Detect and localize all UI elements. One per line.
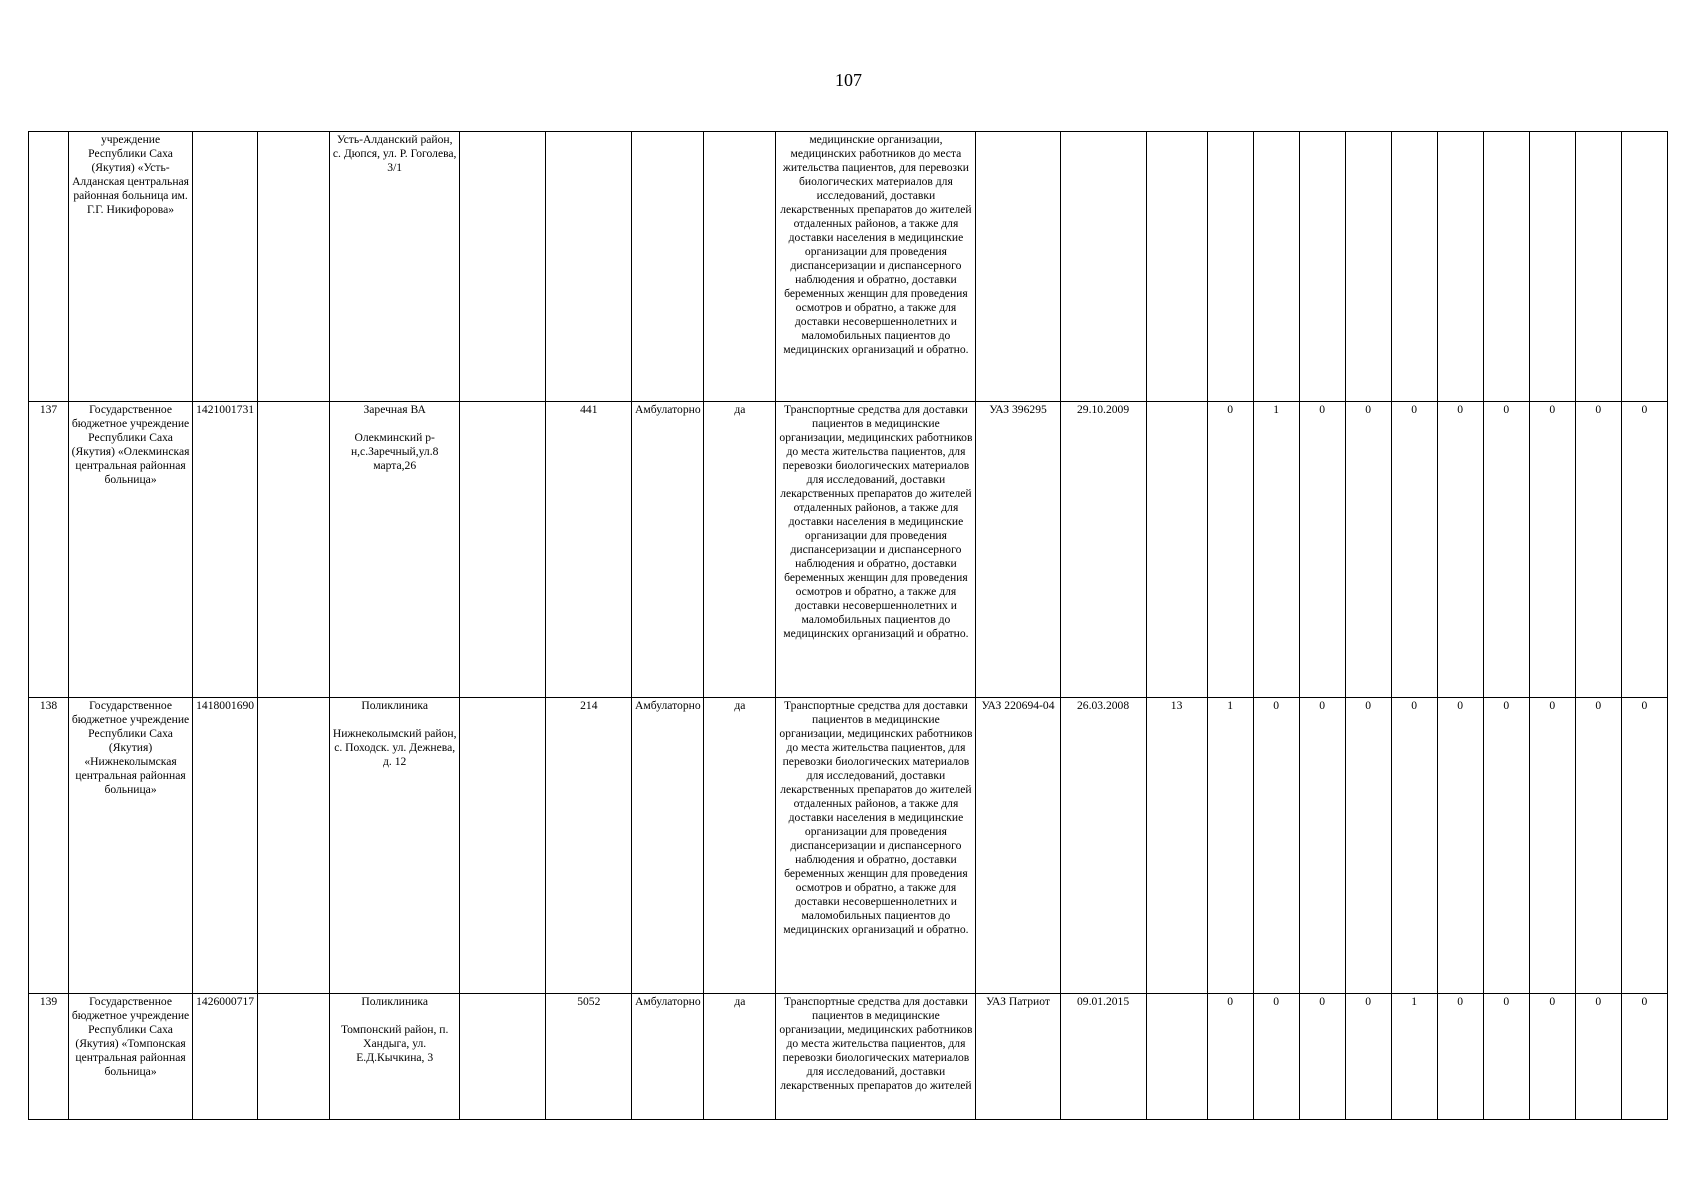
flag-cell [704,132,776,402]
value-cell: 1 [1253,402,1299,698]
value-cell [1529,132,1575,402]
empty-cell [258,402,330,698]
purpose-text: медицинские организации, медицинских работников до места жительства пациентов, для перевозки биологических материалов для исследований, доставки лекарственных препаратов до жителей отдаленных районов, а также для доставки населения в медицинские организации для проведения диспансеризации и диспансерного наблюдения и обратно, доставки беременных женщин для проведения осмотров и обратно, а также для доставки несовершеннолетних и маломобильных пациентов до медицинских организаций и обратно. [776,132,976,402]
table-row [29,132,1668,402]
value-cell: 0 [1483,994,1529,1120]
empty-cell [460,994,546,1120]
table-row [29,698,1668,994]
table-row [29,402,1668,698]
value-cell: 0 [1621,402,1667,698]
vehicle-model [976,132,1060,402]
purpose-text: Транспортные средства для доставки пациентов в медицинские организации, медицинских работников до места жительства пациентов, для перевозки биологических материалов для исследований, доставки лекарственных препаратов до жителей отдаленных районов, а также для доставки населения в медицинские организации для проведения диспансеризации и диспансерного наблюдения и обратно, доставки беременных женщин для проведения осмотров и обратно, а также для доставки несовершеннолетних и маломобильных пациентов до медицинских организаций и обратно. [776,402,976,698]
value-cell: 0 [1207,402,1253,698]
organization-name: Государственное бюджетное учреждение Республики Саха (Якутия) «Олекминская центральная районная больница» [69,402,193,698]
registration-date: 09.01.2015 [1060,994,1146,1120]
empty-cell [460,132,546,402]
empty-cell [258,994,330,1120]
facility-name: Заречная ВА [363,403,426,416]
inn-code: 1426000717 [193,994,258,1120]
value-cell: 0 [1253,698,1299,994]
value-cell [1483,132,1529,402]
value-cell: 0 [1483,698,1529,994]
value-cell [1299,132,1345,402]
value-cell [1253,132,1299,402]
value-cell: 0 [1299,698,1345,994]
facility-address [330,132,460,402]
value-cell: 0 [1391,698,1437,994]
inn-code [193,132,258,402]
registry-table [28,131,1668,1120]
value-cell: 0 [1345,402,1391,698]
care-type: Амбулаторно [632,402,704,698]
registration-date [1060,132,1146,402]
value-cell: 0 [1483,402,1529,698]
registration-date: 26.03.2008 [1060,698,1146,994]
value-cell: 0 [1575,402,1621,698]
organization-name: учреждение Республики Саха (Якутия) «Усть-Алданская центральная районная больница им. Г.Г. Никифорова» [69,132,193,402]
value-cell: 0 [1575,994,1621,1120]
facility-name: Поликлиника [361,995,428,1008]
value-cell: 0 [1345,994,1391,1120]
address-text: Нижнеколымский район, с. Походск. ул. Дежнева, д. 12 [332,727,457,768]
flag-cell: да [704,402,776,698]
served-count: 214 [546,698,632,994]
row-number [29,132,69,402]
value-cell: 0 [1529,698,1575,994]
value-cell [1575,132,1621,402]
served-count: 5052 [546,994,632,1120]
page-number: 107 [835,70,862,90]
years-value: 13 [1146,698,1207,994]
value-cell: 1 [1391,994,1437,1120]
organization-name: Государственное бюджетное учреждение Республики Саха (Якутия) «Томпонская центральная районная больница» [69,994,193,1120]
purpose-text: Транспортные средства для доставки пациентов в медицинские организации, медицинских работников до места жительства пациентов, для перевозки биологических материалов для исследований, доставки лекарственных препаратов до жителей [776,994,976,1120]
served-count [546,132,632,402]
value-cell: 0 [1575,698,1621,994]
value-cell [1437,132,1483,402]
value-cell: 0 [1529,994,1575,1120]
table-row [29,994,1668,1120]
value-cell: 1 [1207,698,1253,994]
value-cell: 0 [1437,402,1483,698]
value-cell: 0 [1621,698,1667,994]
vehicle-model: УАЗ 220694-04 [976,698,1060,994]
purpose-text: Транспортные средства для доставки пациентов в медицинские организации, медицинских работников до места жительства пациентов, для перевозки биологических материалов для исследований, доставки лекарственных препаратов до жителей отдаленных районов, а также для доставки населения в медицинские организации для проведения диспансеризации и диспансерного наблюдения и обратно, доставки беременных женщин для проведения осмотров и обратно, а также для доставки несовершеннолетних и маломобильных пациентов до медицинских организаций и обратно. [776,698,976,994]
row-number: 137 [29,402,69,698]
care-type: Амбулаторно [632,994,704,1120]
organization-name: Государственное бюджетное учреждение Республики Саха (Якутия) «Нижнеколымская центральная районная больница» [69,698,193,994]
inn-code: 1421001731 [193,402,258,698]
value-cell: 0 [1299,994,1345,1120]
care-type [632,132,704,402]
empty-cell [460,698,546,994]
served-count: 441 [546,402,632,698]
value-cell: 0 [1253,994,1299,1120]
years-value [1146,402,1207,698]
flag-cell: да [704,994,776,1120]
empty-cell [258,132,330,402]
vehicle-model: УАЗ 396295 [976,402,1060,698]
vehicle-model: УАЗ Патриот [976,994,1060,1120]
empty-cell [258,698,330,994]
value-cell [1345,132,1391,402]
value-cell: 0 [1437,698,1483,994]
value-cell [1391,132,1437,402]
value-cell [1207,132,1253,402]
address-text: Усть-Алданский район, с. Дюпся, ул. Р. Гоголева, 3/1 [332,133,457,174]
empty-cell [460,402,546,698]
value-cell: 0 [1207,994,1253,1120]
years-value [1146,994,1207,1120]
address-text: Томпонский район, п. Хандыга, ул. Е.Д.Кычкина, 3 [340,1023,449,1064]
value-cell: 0 [1299,402,1345,698]
care-type: Амбулаторно [632,698,704,994]
facility-address [330,402,460,698]
flag-cell: да [704,698,776,994]
value-cell: 0 [1529,402,1575,698]
address-text: Олекминский р-н,с.Заречный,ул.8 марта,26 [350,431,439,472]
row-number: 138 [29,698,69,994]
years-value [1146,132,1207,402]
facility-address [330,698,460,994]
value-cell: 0 [1391,402,1437,698]
row-number: 139 [29,994,69,1120]
value-cell: 0 [1345,698,1391,994]
registration-date: 29.10.2009 [1060,402,1146,698]
value-cell [1621,132,1667,402]
value-cell: 0 [1437,994,1483,1120]
inn-code: 1418001690 [193,698,258,994]
value-cell: 0 [1621,994,1667,1120]
facility-address [330,994,460,1120]
facility-name: Поликлиника [361,699,428,712]
